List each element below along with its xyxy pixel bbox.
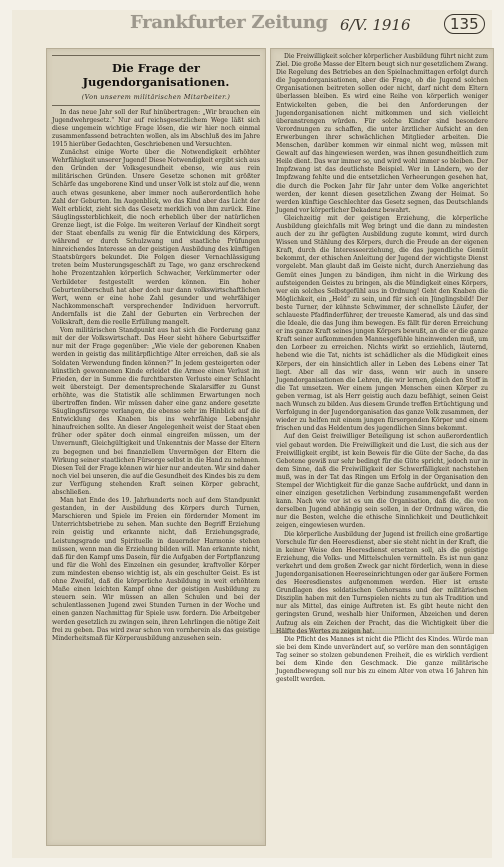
- top-rule: [52, 55, 260, 56]
- clipping-left-column: [46, 48, 266, 846]
- article-title: Die Frage der Jugendorganisationen.: [82, 61, 230, 89]
- newspaper-masthead: Frankfurter Zeitung: [130, 12, 328, 33]
- article-byline: (Von unserem militärischen Mitarbeiter.): [81, 92, 231, 101]
- paragraph: Die Pflicht des Mannes ist nicht die Pflicht des Kindes. Würde man sie bei dem Kinde unverändert auf, so verlöre man den sonntägigen Tag seiner so stolzen gebundenen Freiheit, die es wirklich verdient bei dem Kinde den Geschmack. Die ganze militärische Jugendbewegung soll nur bis zu einem Alter von etwa 16 Jahren hin gestellt werden.: [276, 635, 488, 684]
- paragraph: Zunächst einige Worte über die Notwendigkeit erhöhter Wehrfähigkeit unserer Jugend! Diese Notwendigkeit ergibt sich aus den Gründen der Volksgesundheit ebenso, wie aus rein militärischen Gründen. Unsere Gesetze schonen mit größter Schärfe das ungeborene Kind und unser Volk ist stolz auf die, wenn auch etwas gesunkene, aber immer noch außerordentlich hohe Zahl der Geburten. Im Augenblick, wo das Kind aber das Licht der Welt erblickt, zieht sich das Gesetz merklich von ihm zurück. Eine Säuglingssterblichkeit, die noch erheblich über der natürlichen Grenze liegt, ist die Folge. Im weiteren Verlauf der Kindheit sorgt der Staat ebenfalls zu wenig für die Entwicklung des Körpers, während er durch Schulzwang und staatliche Prüfungen hinreichendes Interesse an der geistigen Ausbildung des künftigen Staatsbürgers bekundet. Die Folgen dieser Vernachlässigung treten beim Musterungsgeschäft zu Tage, wo ganz erschreckend hohe Prozentzahlen körperlich Schwacher, Verkümmerter oder Verbildeter festgestellt werden können. Ein hoher Geburtenüberschuß hat aber doch nur dann volkswirtschaftlichen Wert, wenn er eine hohe Zahl gesunder und wehrfähiger Nachkommenschaft versprechender Individuen hervorruft. Andernfalls ist die Zahl der Geburten ein Verbrechen der Volkskraft, dem die reelle Erfüllung mangelt.: [52, 149, 260, 327]
- scrapbook-page: [12, 10, 492, 858]
- paragraph: Gleichzeitig mit der geistigen Erziehung, die körperliche Ausbildung gleichfalls mit Weg bringt und die dann zu mindesten auch der zu ihr gefügten Ausbildung zugute kommt, wird durch Wissen und Stählung des Körpers, durch die Freude an der eigenen Kraft, durch die Interesseerziehung, die das jugendliche Gemüt bekommt, der ethischen Anleitung der Jugend der wichtigste Dienst vorgelebt. Man glaubt daß im Geiste nicht, durch Anerziehung das Gemüt eines Jungen zu bändigen, ihm nicht in die Wirkung des aufsteigenden Geistes zu bringen, als die Mündigkeit eines Körpers, wer ein solches Selbstgefühl aus in Ordnung! Geht den Knaben die Möglichkeit, ein „Held“ zu sein, und für sich ein Jünglingsbild! Der beste Turner, der kühnste Schwimmer, der schnellste Läufer, der schlaueste Pfadfinderführer, der treueste Kamerad, als und das sind die Ideale, die das Jung ihm bewegen. Es fällt für deren Erreichung er ins ganze Kraft seines jungen Körpers bewußt, an die er die ganze Kraft seiner aufkommenden Mannesgefühle hineinwenden muß, um den Lorbeer zu erreichen. Nichts wirkt so erziehlich, läuternd, hebend wie die Tat, nichts ist schädlicher als die Müdigkeit eines Körpers, der ein hinsichtlich aller in Leben des Lebens einer Tat liegt. Aber all das wir dass, wenn wir auch in unsere Jugendorganisationen die Lehren, die wir lernen, gleich den Stoff in die Tat umsetzen. Wer einem jungen Menschen einen Körper zu geben vermag, ist als Herr geistig auch dazu befähigt, seinen Geist nach Wunsch zu bilden. Aus diesem Grunde treffen Ertüchtigung und Verfolgung in der Jugendorganisation das ganze Volk zusammen, der wieder zu helfen mit einem jungen fürsorgenden Körper und einem frischen und das Heldentum des jugendlichen Sinns bekommt.: [276, 214, 488, 433]
- handwritten-date: 6/V. 1916: [340, 16, 411, 34]
- byline-rule: [52, 105, 260, 106]
- paragraph: Vom militärischen Standpunkt aus hat sich die Forderung ganz mit der der Volkswirtschaft. Das Heer sieht höhere Geburtsziffer nur mit der Frage gegenüber: „Wie viele der geborenen Knaben werden in geistig das militärpflichtige Alter erreichen, daß sie als Soldaten Verwendung finden können?“ In jedem gesteigerten oder künstlich gewonnenen Kinde erleidet die Armee einen Verlust im Frieden, der in Summe die furchtbarsten Verluste einer Schlacht weit übersteigt. Der dementsprechende Skalarsiffer zu Gunst erhöhte, was die Statistik alle schlimmen Erwartungen noch übertroffen finden. Wir müssen daher eine ganz andere gesetzte Säuglingsfürsorge verlangen, die ebenso sehr im Hinblick auf die Entwicklung des Knaben bis ins wehrfähige Lebensjahr hinaufreichen sollte. An dieser Angelegenheit weist der Staat eben früher oder später doch einmal eingreifen müssen, um der Unvernunft, Gleichgültigkeit und Unkenntnis der Masse der Eltern zu begegnen und bei finanziellem Unvermögen der Eltern die Wirkung seiner staatlichen Fürsorge selbst in die Hand zu nehmen. Diesen Teil der Frage können wir hier nur andeuten. Wir sind daher noch viel bei unseren, die auf die Gesundheit des Kindes bis zu dem zur Verfügung stehenden Kraft seinen Körper gebracht, abschließen.: [52, 327, 260, 496]
- handwritten-number: 135: [444, 14, 485, 34]
- right-column-text: [276, 53, 488, 684]
- paragraph: In das neue Jahr soll der Ruf hinübertragen: „Wir brauchen ein Jugendwehrgesetz.“ Nur auf reichsgesetzlichem Wege läßt sich diese ungemein wichtige Frage lösen, die wir hier noch einmal zusammenfassend betrachten wollen, als im Abschluß des im Jahre 1915 hierüber Gedachten, Geschriebenen und Versuchten.: [52, 108, 260, 148]
- paragraph: Man hat Ende des 19. Jahrhunderts noch auf dem Standpunkt gestanden, in der Ausbildung des Körpers durch Turnen, Marschieren und Spiele im Freien ein fördernder Moment im Unterrichtsbetriebe zu sehen. Man suchte den Begriff Erziehung rein geistig und erkannte nicht, daß Erziehungsgrade, Leistungsgrade und Spirituelle in dauernder Harmonie stehen müssen, wenn man die Erziehung bilden will. Man erkannte nicht, daß für den Kampf ums Dasein, für die Aufgaben der Fortpflanzung und für die Wohl des Einzelnen ein gesunder, kraftvoller Körper zum mindesten ebenso wichtig ist, als ein geschulter Geist. Es ist ohne Zweifel, daß die körperliche Ausbildung in weit erhöhtem Maße einen leichten Kampf ohne der geistigen Ausbildung zu steuern sein. Wir müssen an allen Schulen und bei der schulentlassenen Jugend zwei Stunden Turnen in der Woche und einen ganzen Nachmittag für Spiele usw. fordern. Die Arbeitgeber werden gesetzlich zu zwingen sein, ihren Lehrlingen die nötige Zeit frei zu geben. Das wird zwar schon von vornherein als das geistige Minderheitsmaß für Körperausbildung anzusehen sein.: [52, 497, 260, 642]
- paragraph: Die körperliche Ausbildung der Jugend ist freilich eine großartige Vorschule für den Heeresdienst, aber sie steht nicht in der Kraft, die in keiner Weise den Heeresdienst ersetzen soll, als die geistige Erziehung, die Volks- und Mittelschulen vermitteln. Es ist nun ganz verkehrt und dem großen Zweck gar nicht förderlich, wenn in diese Jugendorganisationen Heereseinrichtungen oder gar äußere Formen des Heeresdienstes aufgenommen werden. Hier ist ernste Grundlagen des soldatischen Gehorsams und der militärischen Disziplin haben mit den Turnspielen nichts zu tun als Tradition und nur als Mittel, das einige Auftreten ist. Es gibt heute nicht den geringsten Grund, weshalb hier Uniformen, Abzeichen und deren Aufzug als ein Zeichen der Pracht, das die Wichtigkeit über die Hälfte des Wertes zu zeigen hat.: [276, 530, 488, 635]
- clipping-right-column: [270, 48, 494, 684]
- left-column-text: [52, 53, 260, 841]
- paragraph: Auf den Geist freiwilliger Beteiligung ist schon außerordentlich viel gebaut worden. Die Freiwilligkeit und die Lust, die sich aus der Freiwilligkeit ergibt, ist kein Beweis für die Güte der Sache, da das Gebotene gewiß nur sehr bedingt für die Güte spricht, jedoch nur in dem Sinne, daß die Freiwilligkeit der Schwerfälligkeit nachstehen muß, was in der Tat das Ringen um Erfolg in der Organisation den Stempel der Wichtigkeit für die ganze Sache aufdrückt, und dann in einer einzigen gesetzlichen Verbindung zusammengefaßt werden kann. Nach wie vor ist es um die Organisation, daß die, die von derselben Jugend abhängig sein sollen, in der Ordnung wären, die nur die Besten, welche die ethische Sinnlichkeit und Deutlichkeit zeigen, eingewiesen wurden.: [276, 433, 488, 530]
- paragraph: Die Freiwilligkeit solcher körperlicher Ausbildung führt nicht zum Ziel. Die große Masse der Eltern beugt sich nur gesetzlichem Zwang. Die Regelung des Betriebes an den Spielnachmittagen erfolgt durch die Jugendorganisationen, aber die Frage, ob die Jugend solchen Organisationen beitreten sollen oder nicht, darf nicht dem Eltern überlassen bleiben. Es wird eine Reihe von körperlich weniger Entwickelten geben, die bei den Anforderungen der Jugendorganisationen nicht mitkommen und sich vielleicht überanstrengen würden. Für solche Kinder sind besondere Verordnungen zu schaffen, die unter ärztlicher Aufsicht an den Erwerbungen ihrer schwächlichen Mitglieder arbeiten. Die Menschen, darüber kommen wir einmal nicht weg, müssen mit Gewalt auf das hingewiesen werden, was ihnen gesundheitlich zum Heile dient. Das war immer so, und wird wohl immer so bleiben. Der Impfzwang ist das deutlichste Beispiel. Wer in Ländern, wo der Impfzwang fehlte und die entsetzlichen Verheerungen gesehen hat, die durch die Pocken Jahr für Jahr unter dem Volke angerichtet werden, der kennt diesen gesetzlichen Zwang der Heimat. So werden künftige Geschlechter das Gesetz segnen, das Deutschlands Jugend vor körperlicher Dekadenz bewahrt.: [276, 53, 488, 214]
